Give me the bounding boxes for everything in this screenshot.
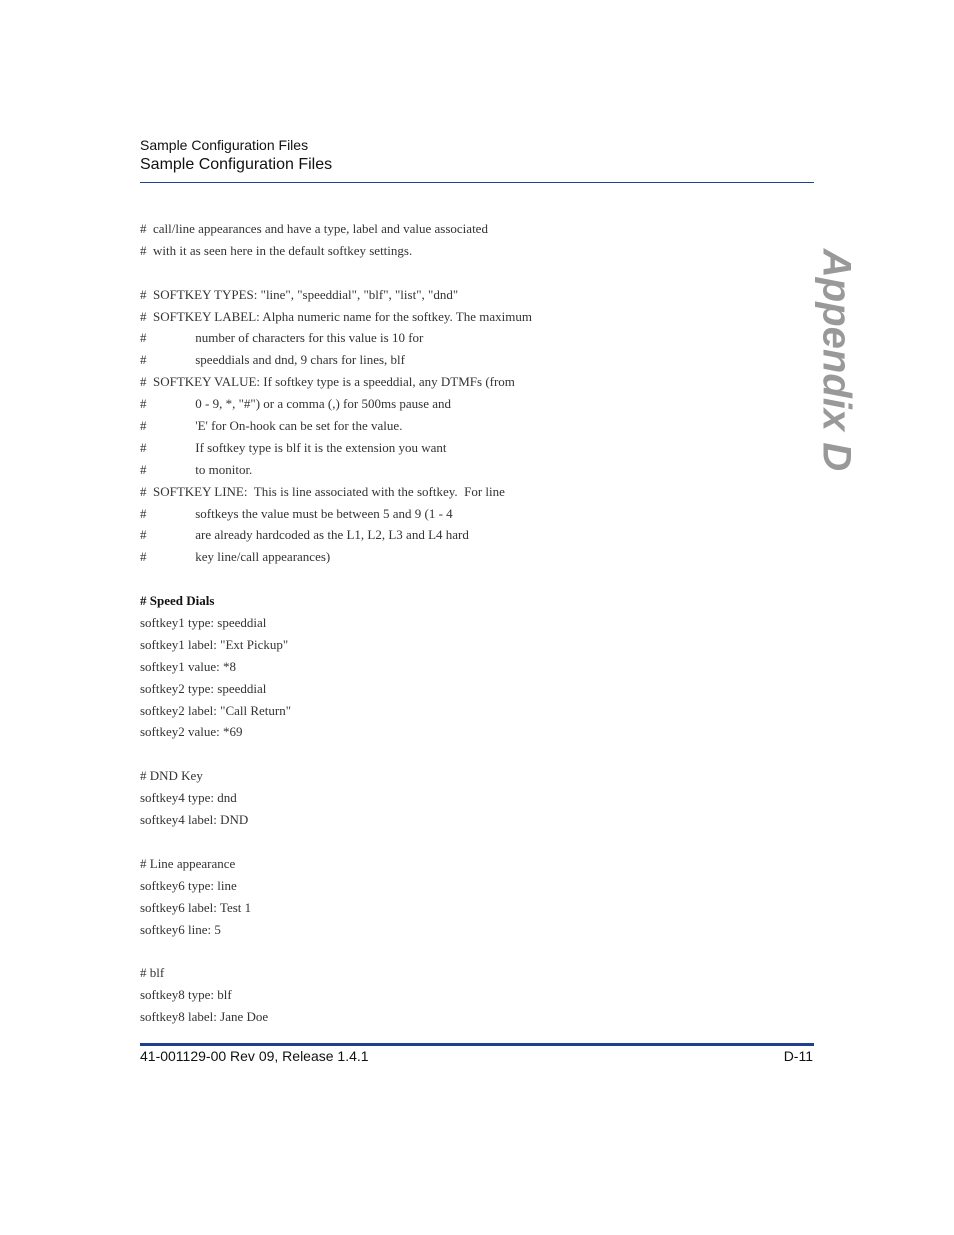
code-blank-line	[140, 831, 780, 853]
code-line: # If softkey type is blf it is the extension you want	[140, 439, 447, 455]
code-blank-line	[140, 743, 780, 765]
code-line: softkey6 line: 5	[140, 921, 221, 937]
code-line: # 0 - 9, *, "#") or a comma (,) for 500ms pause and	[140, 396, 451, 412]
code-line: # SOFTKEY LABEL: Alpha numeric name for the softkey. The maximum	[140, 308, 532, 324]
code-line: # with it as seen here in the default softkey settings.	[140, 242, 413, 258]
code-blank-line	[140, 262, 780, 284]
code-line: softkey4 type: dnd	[140, 790, 237, 806]
code-blank-line	[140, 568, 780, 590]
code-line: softkey1 type: speeddial	[140, 615, 267, 631]
code-line: # Line appearance	[140, 855, 236, 871]
code-line: softkey1 value: *8	[140, 658, 237, 674]
footer-divider	[140, 1043, 814, 1046]
header-divider	[140, 182, 814, 183]
code-line: # are already hardcoded as the L1, L2, L3 and L4 hard	[140, 527, 469, 543]
code-line: # speeddials and dnd, 9 chars for lines, blf	[140, 352, 406, 368]
appendix-side-tab	[796, 230, 876, 490]
code-line: softkey2 label: "Call Return"	[140, 702, 292, 718]
code-line: # SOFTKEY LINE: This is line associated with the softkey. For line	[140, 483, 505, 499]
footer-page-number: D-11	[783, 1048, 813, 1064]
code-line: softkey8 label: Jane Doe	[140, 1009, 269, 1025]
code-line: softkey1 label: "Ext Pickup"	[140, 636, 289, 652]
code-line: # SOFTKEY VALUE: If softkey type is a speeddial, any DTMFs (from	[140, 374, 515, 390]
code-blank-line	[140, 940, 780, 962]
code-line: # call/line appearances and have a type, label and value associated	[140, 221, 488, 236]
footer-document-id: 41-001129-00 Rev 09, Release 1.4.1	[140, 1048, 369, 1064]
code-line: softkey2 type: speeddial	[140, 680, 267, 696]
code-line: # 'E' for On-hook can be set for the value.	[140, 418, 403, 434]
code-line: # key line/call appearances)	[140, 549, 331, 565]
code-line: softkey6 type: line	[140, 877, 237, 893]
code-line: # SOFTKEY TYPES: "line", "speeddial", "blf", "list", "dnd"	[140, 286, 459, 302]
code-line: # softkeys the value must be between 5 and 9 (1 - 4	[140, 505, 453, 521]
code-line: softkey6 label: Test 1	[140, 899, 252, 915]
code-line: # to monitor.	[140, 461, 253, 477]
config-code-listing	[140, 218, 780, 1028]
running-header-section: Sample Configuration Files	[140, 137, 309, 153]
code-line: softkey2 value: *69	[140, 724, 243, 740]
appendix-side-tab-label: Appendix D	[814, 248, 859, 472]
code-line: # DND Key	[140, 768, 203, 784]
code-line: # number of characters for this value is 10 for	[140, 330, 424, 346]
code-line: softkey8 type: blf	[140, 987, 232, 1003]
code-line: # blf	[140, 965, 165, 981]
code-line: # Speed Dials	[140, 593, 215, 609]
page-section-title: Sample Configuration Files	[140, 156, 333, 173]
code-line: softkey4 label: DND	[140, 812, 249, 828]
